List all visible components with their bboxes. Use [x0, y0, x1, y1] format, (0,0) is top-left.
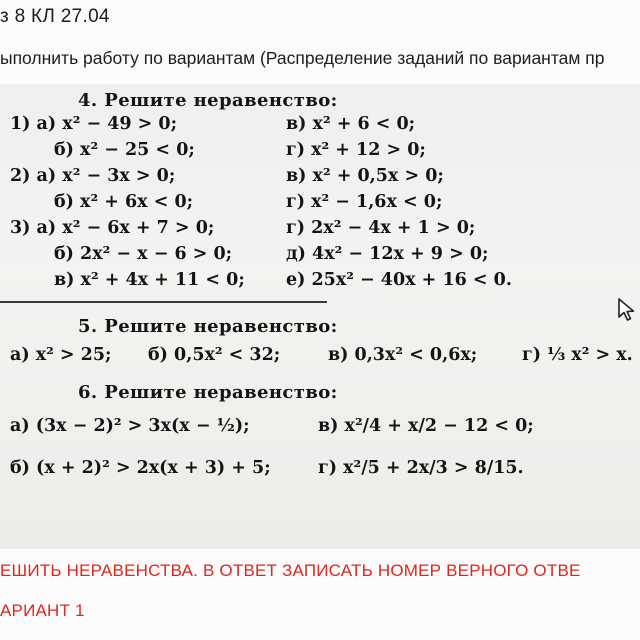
variant-label: АРИАНТ 1 [0, 601, 85, 620]
task4-row-3-left: 2) а) x² − 3x > 0; [10, 166, 176, 186]
task5-heading: 5. Решите неравенство: [78, 316, 338, 337]
task4-row-7-left: в) x² + 4x + 11 < 0; [54, 270, 245, 290]
task4-row-6-right: д) 4x² − 12x + 9 > 0; [286, 244, 489, 264]
task6-item-a: а) (3x − 2)² > 3x(x − ½); [10, 416, 250, 436]
task6-item-b: б) (x + 2)² > 2x(x + 3) + 5; [10, 458, 271, 478]
mouse-cursor-icon [617, 297, 639, 323]
assignment-instruction: ыполнить работу по вариантам (Распределение заданий по вариантам пр [0, 48, 605, 68]
page-title: з 8 КЛ 27.04 [0, 6, 110, 27]
task5-item-c: в) 0,3x² < 0,6x; [328, 345, 478, 365]
section-divider [0, 301, 327, 303]
answer-instruction: ЕШИТЬ НЕРАВЕНСТВА. В ОТВЕТ ЗАПИСАТЬ НОМЕР ВЕРНОГО ОТВЕ [0, 561, 581, 580]
task4-row-5-right: г) 2x² − 4x + 1 > 0; [286, 218, 476, 238]
task4-row-7-right: е) 25x² − 40x + 16 < 0. [286, 270, 512, 290]
page-header [0, 0, 640, 84]
task5-item-b: б) 0,5x² < 32; [148, 345, 281, 365]
task4-heading: 4. Решите неравенство: [78, 90, 338, 111]
task4-row-2-left: б) x² − 25 < 0; [54, 140, 195, 160]
task4-row-1-left: 1) а) x² − 49 > 0; [10, 114, 178, 134]
task5-item-a: а) x² > 25; [10, 345, 112, 365]
page-footer [0, 549, 640, 640]
task4-row-2-right: г) x² + 12 > 0; [286, 140, 426, 160]
task4-row-4-left: б) x² + 6x < 0; [54, 192, 194, 212]
task4-row-3-right: в) x² + 0,5x > 0; [286, 166, 444, 186]
task6-heading: 6. Решите неравенство: [78, 382, 338, 403]
task4-row-5-left: 3) а) x² − 6x + 7 > 0; [10, 218, 215, 238]
task4-row-1-right: в) x² + 6 < 0; [286, 114, 416, 134]
task4-row-4-right: г) x² − 1,6x < 0; [286, 192, 443, 212]
task5-item-d: г) ⅓ x² > x. [522, 345, 633, 365]
task4-row-6-left: б) 2x² − x − 6 > 0; [54, 244, 233, 264]
task6-item-g: г) x²/5 + 2x/3 > 8/15. [318, 458, 524, 478]
worksheet-photo [0, 84, 640, 549]
task6-item-v: в) x²/4 + x/2 − 12 < 0; [318, 416, 534, 436]
